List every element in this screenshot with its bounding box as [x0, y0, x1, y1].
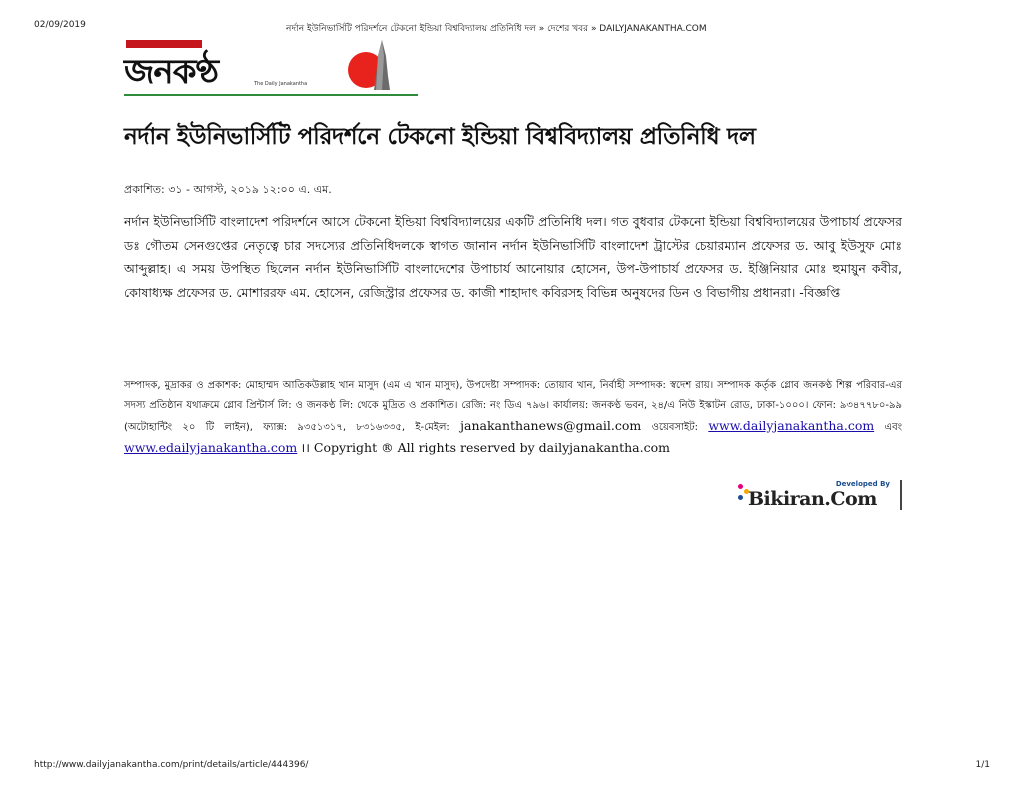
website-label: ওয়েবসাইট: — [651, 422, 698, 433]
logo-wordmark: জনকণ্ঠ — [124, 52, 219, 92]
article-body: নর্দান ইউনিভার্সিটি বাংলাদেশ পরিদর্শনে আসে টেকনো ইন্ডিয়া বিশ্ববিদ্যালয়ের একটি প্রতিনিধি দল। গত বুধবার টেকনো ইন্ডিয়া বিশ্ববিদ্যালয়ের উপাচার্য প্রফেসর ডঃ গৌতম সেনগুপ্তের নেতৃত্বে চার সদস্যের প্রতিনিধিদলকে স্বাগত জানান নর্দান ইউনিভার্সিটি বাংলাদেশ ট্রাস্টের চেয়ারম্যান প্রফেসর ড. আবু ইউসুফ মোঃ আব্দুল্লাহ। এ সময় উপস্থিত ছিলেন নর্দান ইউনিভার্সিটি বাংলাদেশের উপাচার্য আনোয়ার হোসেন, উপ-উপাচার্য প্রফেসর ড. ইঞ্জিনিয়ার মোঃ হুমায়ুন কবীর, কোষাধ্যক্ষ প্রফেসর ড. মোশাররফ এম. হোসেন, রেজিস্ট্রার প্রফেসর ড. কাজী শাহাদাৎ কবিরসহ বিভিন্ন অনুষদের ডিন ও বিভাগীয় প্রধানরা। -বিজ্ঞপ্তি — [124, 214, 902, 300]
developer-divider — [900, 480, 902, 510]
developed-by-label: Developed By — [835, 480, 890, 488]
contact-email: janakanthanews@gmail.com — [460, 418, 642, 433]
copyright-text: ।। Copyright ® All rights reserved by dailyjanakantha.com — [300, 440, 670, 455]
imprint-text: সম্পাদক, মুদ্রাকর ও প্রকাশক: মোহাম্মদ আতিকউল্লাহ খান মাসুদ (এম এ খান মাসুদ), উপদেষ্টা সম্পাদক: তোয়াব খান, নির্বাহী সম্পাদক: স্বদেশ রায়। সম্পাদক কর্তৃক গ্লোব জনকণ্ঠ শিল্প পরিবার-এর সদস্য প্রতিষ্ঠান যথাক্রমে গ্লোব প্রিন্টার্স লি: ও জনকণ্ঠ লি: থেকে মুদ্রিত ও প্রকাশিত। রেজি: নং ডিএ ৭৯৬। কার্যালয়: জনকণ্ঠ ভবন, ২৪/এ নিউ ইস্কাটন রোড, ঢাকা-১০০০। ফোন: ৯৩৪৭৭৮০-৯৯ (অটোহান্টিং ২০ টি লাইন), ফ্যাক্স: ৯৩৫১৩১৭, ৮৩১৬৩৩৫, ই-মেইল: — [124, 380, 902, 433]
and-text: এবং — [884, 422, 903, 433]
published-date: প্রকাশিত: ৩১ - আগস্ট, ২০১৯ ১২:০০ এ. এম. — [124, 183, 332, 196]
print-date: 02/09/2019 — [34, 20, 86, 30]
developer-name: Bikiran.Com — [748, 488, 877, 510]
logo-underline — [124, 94, 418, 96]
logo-tagline: The Daily Janakantha — [254, 81, 308, 87]
article-headline: নর্দান ইউনিভার্সিটি পরিদর্শনে টেকনো ইন্ডিয়া বিশ্ববিদ্যালয় প্রতিনিধি দল — [124, 124, 756, 150]
website-link-daily[interactable]: www.dailyjanakantha.com — [708, 418, 875, 433]
website-link-edaily[interactable]: www.edailyjanakantha.com — [124, 440, 298, 455]
logo-sun-minaret-icon — [336, 36, 416, 92]
janakantha-logo[interactable] — [124, 36, 418, 96]
print-page-title: নর্দান ইউনিভার্সিটি পরিদর্শনে টেকনো ইন্ডিয়া বিশ্ববিদ্যালয় প্রতিনিধি দল » দেশের খবর » DAILYJANAKANTHA.COM — [286, 24, 707, 34]
developer-credit[interactable] — [736, 478, 902, 512]
page-number: 1/1 — [975, 760, 990, 770]
print-url: http://www.dailyjanakantha.com/print/details/article/444396/ — [34, 760, 309, 770]
imprint-block — [124, 376, 902, 460]
